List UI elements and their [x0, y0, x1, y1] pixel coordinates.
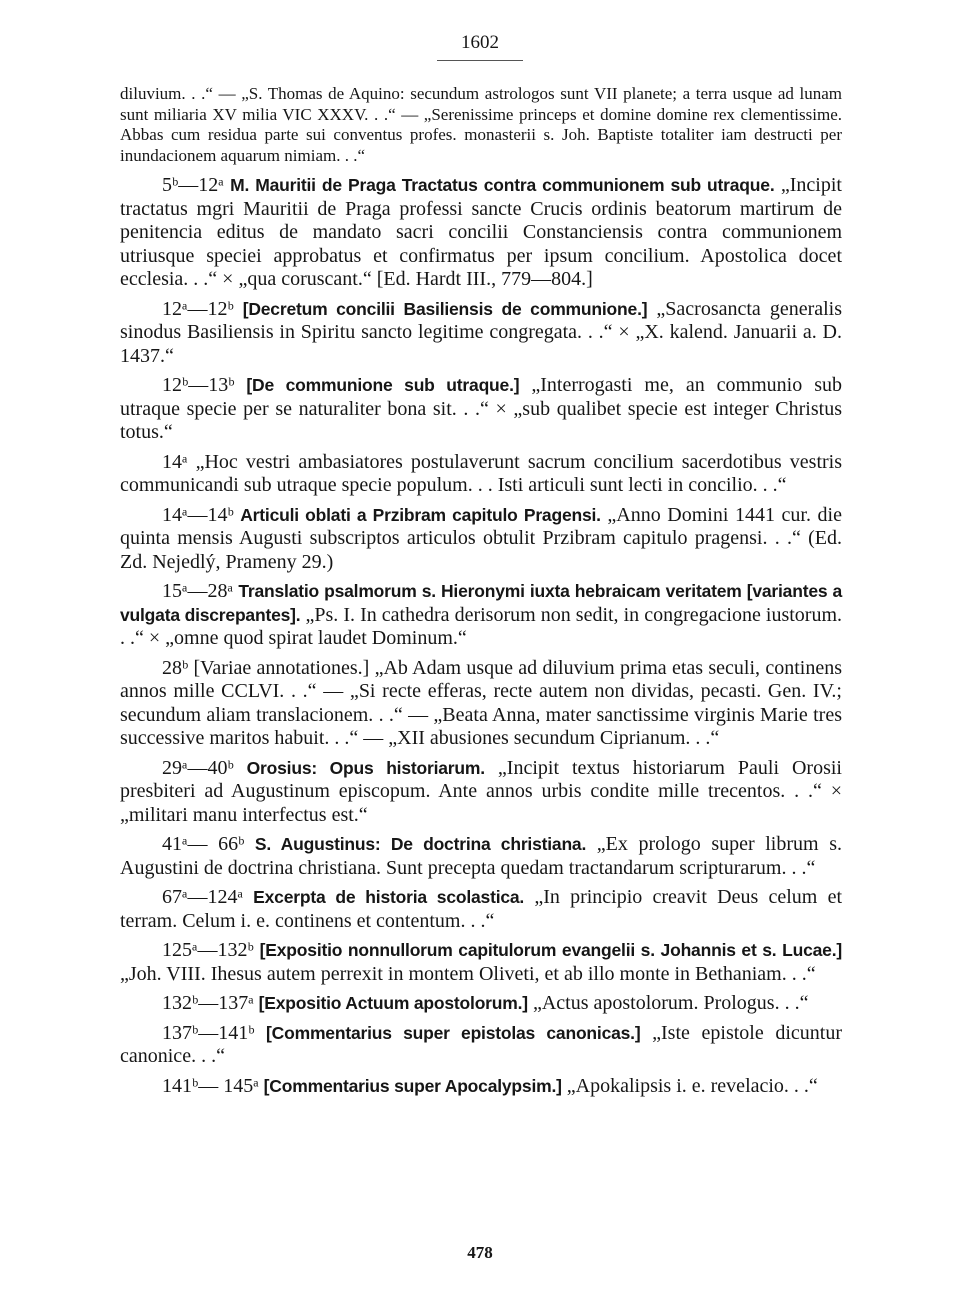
header-rule — [437, 60, 523, 61]
entry-text: „Anno Domini 1441 cur. die quinta mensis Augusti subscriptos articulos obtulit Przibram capitulo pragensi. . .“ (Ed. Zd. Nejedlý, Prameny 29.) — [120, 503, 842, 573]
entry-title: [De communione sub utraque.] — [246, 375, 520, 395]
catalog-entry — [120, 657, 842, 751]
catalog-entry — [120, 504, 842, 575]
entry-title: Translatio psalmorum s. Hieronymi iuxta hebraicam veritatem [variantes a vulgata discrepantes]. — [120, 581, 842, 625]
catalog-entry — [120, 298, 842, 369]
folio-reference: 12ᵇ—13ᵇ — [162, 374, 247, 396]
entry-title: Orosius: Opus historiarum. — [246, 757, 485, 778]
folio-reference: 14ᵃ — [162, 450, 196, 473]
entry-title: M. Mauritii de Praga Tractatus contra communionem sub utraque. — [230, 175, 775, 195]
continuation-paragraph: diluvium. . .“ — „S. Thomas de Aquino: secundum astrologos sunt VII planete; a terra usque ad lunam sunt miliaria XV milia VIC XXXV. . .“ — „Serenissime princeps et domine domine rex clementissime. Abbas cum residua parte sui conventus profes. monasterii s. Joh. Baptiste totaliter iam destructi per inundacionem aquarum nimiam. . .“ — [120, 84, 842, 165]
catalog-entry — [120, 833, 842, 880]
catalog-entry — [120, 374, 842, 445]
catalog-entry — [120, 451, 842, 498]
entry-text: „Actus apostolorum. Prologus. . .“ — [527, 992, 809, 1014]
folio-reference: 5ᵇ—12ᵃ — [162, 174, 231, 196]
entry-text: „Iste epistole dicuntur canonice. . .“ — [120, 1021, 842, 1067]
entry-title: [Commentarius super Apocalypsim.] — [263, 1075, 562, 1096]
entry-text: „Incipit tractatus mgri Mauritii de Praga professi sancte Crucis ordinis beatorum martirum de penitencia editus de mandato sacri concilii Constanciensis contra communionem utriusque speciei approbatus et confirmatus per ipsum concilium. Apostolica docet ecclesia. . .“ × „qua coruscant.“ [Ed. Hardt III., 779—804.] — [120, 174, 842, 290]
sheet-number: 478 — [467, 1243, 493, 1262]
page-number: 1602 — [461, 32, 499, 53]
entry-text: „Ps. I. In cathedra derisorum non sedit, in congregacione iustorum. . .“ × „omne quod spirat laudet Dominum.“ — [120, 603, 843, 649]
entry-text: „Hoc vestri ambasiatores postulaverunt sacrum concilium sacerdotibus vestris communicandi sub utraque specie populum. . . Isti articuli sunt lecti in concilio. . .“ — [120, 450, 843, 496]
catalog-entry — [120, 580, 842, 651]
entry-text: „Apokalipsis i. e. revelacio. . .“ — [561, 1074, 818, 1097]
folio-reference: 29ᵃ—40ᵇ — [162, 756, 247, 779]
folio-reference: 12ᵃ—12ᵇ — [162, 297, 243, 320]
catalog-entry — [120, 174, 842, 292]
entry-text: „In principio creavit Deus celum et terram. Celum i. e. continens et contentum. . .“ — [120, 886, 842, 932]
catalog-entry — [120, 992, 842, 1016]
entry-text: „Incipit textus historiarum Pauli Orosii presbiteri ad Augustinum episcopum. Ante annos urbis condite mille trecentos. . .“ × „militari manu interfectus est.“ — [120, 756, 842, 826]
catalog-entry — [120, 939, 842, 986]
folio-reference: 132ᵇ—137ᵃ — [162, 992, 259, 1014]
catalog-entry — [120, 757, 842, 828]
catalog-entry — [120, 1022, 842, 1069]
entry-title: Excerpta de historia scolastica. — [253, 887, 525, 907]
entry-title: [Expositio nonnullorum capitulorum evangelii s. Johannis et s. Lucae.] — [259, 940, 842, 960]
folio-reference: 15ᵃ—28ᵃ — [162, 580, 239, 602]
folio-reference: 137ᵇ—141ᵇ — [162, 1021, 267, 1044]
catalog-text — [120, 84, 842, 1104]
folio-reference: 125ᵃ—132ᵇ — [162, 939, 260, 961]
folio-reference: 28ᵇ — [162, 656, 194, 679]
entry-text: „Ex prologo super librum s. Augustini de doctrina christiana. Sunt precepta quedam tractandarum scripturarum. . .“ — [120, 833, 842, 879]
folio-reference: 67ᵃ—124ᵃ — [162, 886, 254, 908]
entry-text: „Sacrosancta generalis sinodus Basiliensis in Spiritu sancto legitime congregata. . .“ × „X. kalend. Januarii a. D. 1437.“ — [120, 297, 843, 367]
entry-title: Articuli oblati a Przibram capitulo Pragensi. — [240, 504, 601, 525]
entry-title: [Decretum concilii Basiliensis de communione.] — [242, 298, 648, 319]
catalog-entry — [120, 886, 842, 933]
entry-title: [Commentarius super epistolas canonicas.] — [266, 1022, 641, 1043]
entry-text: „Joh. VIII. Ihesus autem perrexit in montem Oliveti, et ab illo monte in Bethaniam. . .“ — [120, 962, 816, 985]
entry-text: [Variae annotationes.] „Ab Adam usque ad diluvium prima etas seculi, continens annos mille CCLVI. . .“ — „Si recte efferas, recte autem non dividas, pecasti. Gen. IV.; secundum aliam translacionem. . .“ — „Beata Anna, mater sanctissime virginis Marie tres successive maritos habuit. . .“ — „XII abusiones secundum Ciprianum. . .“ — [120, 656, 842, 749]
folio-reference: 41ᵃ— 66ᵇ — [162, 833, 255, 855]
entry-title: [Expositio Actuum apostolorum.] — [258, 993, 528, 1013]
folio-reference: 14ᵃ—14ᵇ — [162, 503, 241, 526]
entry-text: „Interrogasti me, an communio sub utraque specie per se naturaliter bona sit. . .“ × „sub qualibet specie est integer Christus totus.“ — [120, 374, 842, 443]
folio-reference: 141ᵇ— 145ᵃ — [162, 1074, 264, 1097]
catalog-entry — [120, 1075, 842, 1099]
entry-title: S. Augustinus: De doctrina christiana. — [254, 834, 587, 854]
